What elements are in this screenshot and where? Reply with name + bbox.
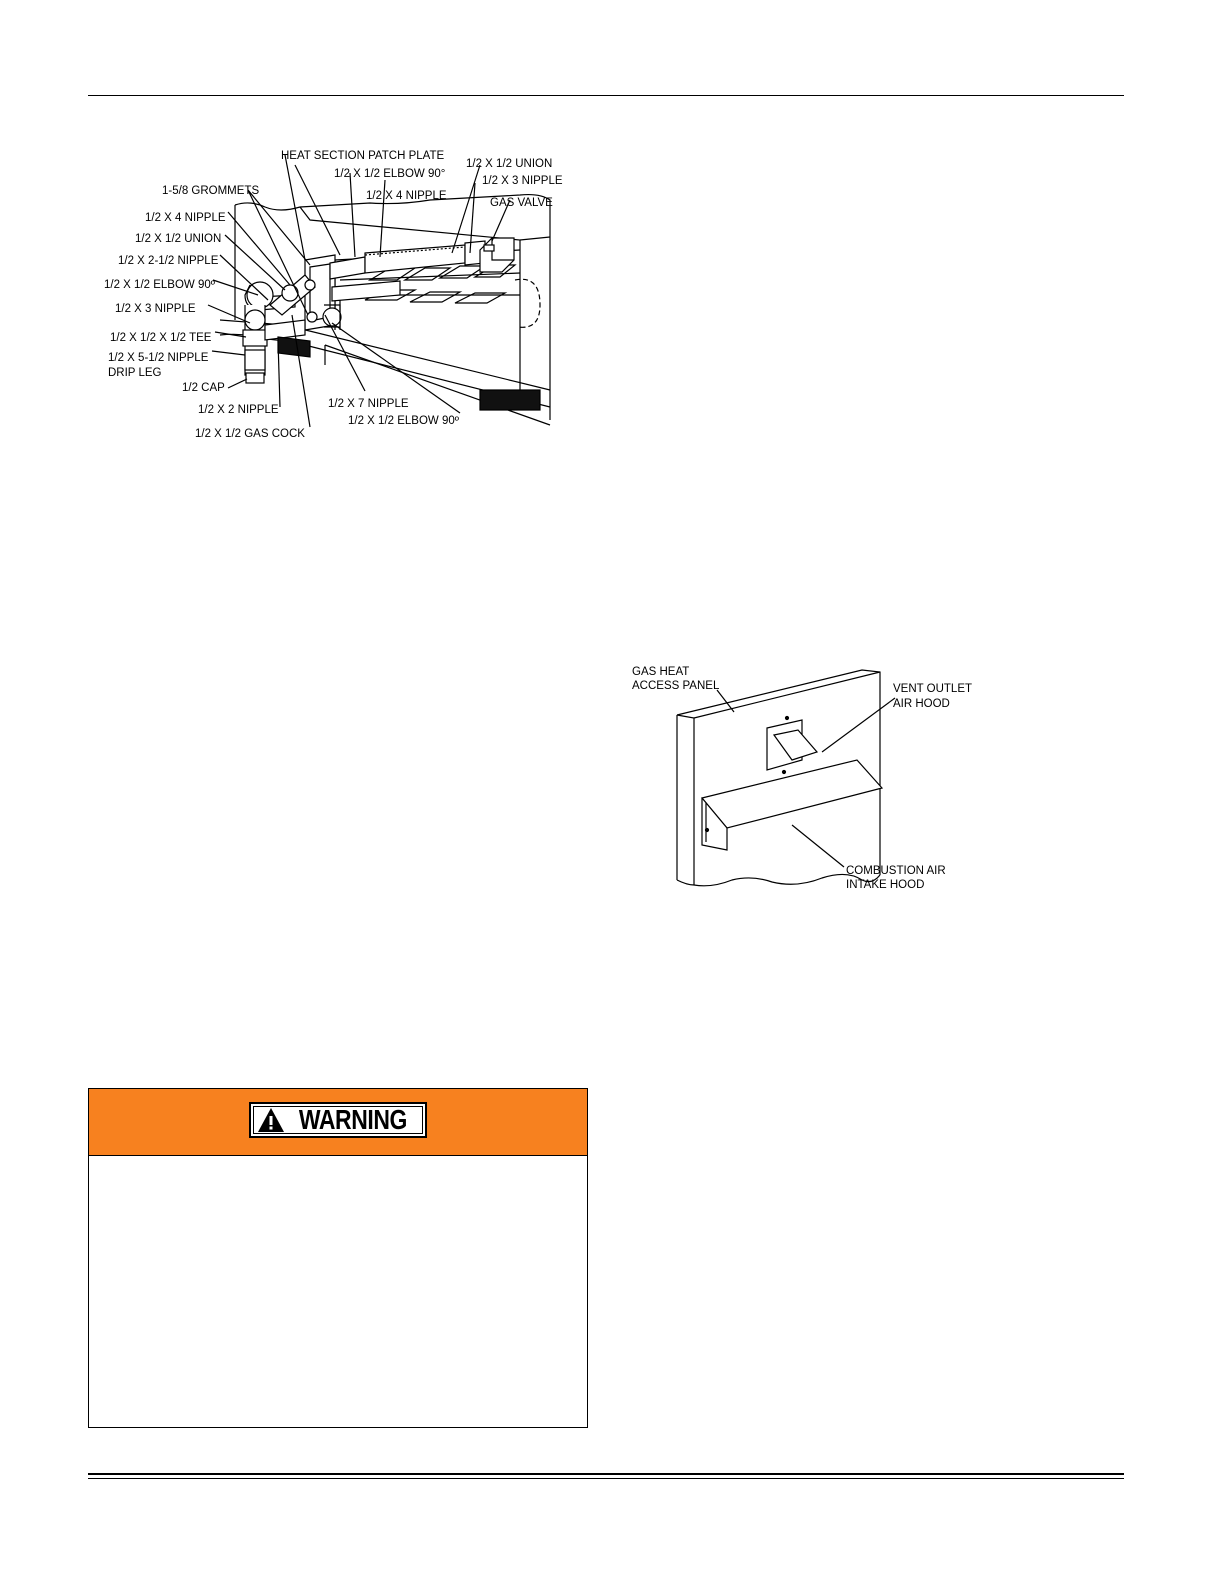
label-nipple-3-left: 1/2 X 3 NIPPLE [115,303,196,315]
label-nipple-3-top: 1/2 X 3 NIPPLE [482,175,563,187]
footer-rule-thin [88,1478,1124,1479]
hoods-figure [622,660,987,905]
label-heat-section-patch-plate: HEAT SECTION PATCH PLATE [281,150,445,162]
warning-header [89,1089,587,1156]
label-drip-leg: DRIP LEG [108,367,162,379]
warning-box [88,1088,588,1428]
label-nipple-2: 1/2 X 2 NIPPLE [198,404,279,416]
header-rule [88,95,1124,96]
label-intake-hood: INTAKE HOOD [846,879,925,891]
warning-label: WARNING [298,1104,408,1135]
label-elbow-left: 1/2 X 1/2 ELBOW 90º [104,279,215,291]
warning-badge [249,1102,427,1138]
label-gas-valve: GAS VALVE [490,197,553,209]
warning-triangle-icon [257,1107,285,1133]
label-combustion-air: COMBUSTION AIR [846,865,946,877]
label-gas-cock: 1/2 X 1/2 GAS COCK [195,428,305,440]
label-vent-outlet: VENT OUTLET [893,683,973,695]
label-nipple-2-5: 1/2 X 2-1/2 NIPPLE [118,255,219,267]
label-elbow-top: 1/2 X 1/2 ELBOW 90° [334,168,446,180]
label-union-left: 1/2 X 1/2 UNION [135,233,222,245]
label-tee: 1/2 X 1/2 X 1/2 TEE [110,332,212,344]
label-nipple-7: 1/2 X 7 NIPPLE [328,398,409,410]
label-air-hood: AIR HOOD [893,698,950,710]
label-grommets: 1-5/8 GROMMETS [162,185,260,197]
gas-piping-figure [100,145,580,455]
footer-rule-thick [88,1473,1124,1475]
label-union-top: 1/2 X 1/2 UNION [466,158,553,170]
label-elbow-bottom: 1/2 X 1/2 ELBOW 90º [348,415,459,427]
label-nipple-4-top: 1/2 X 4 NIPPLE [366,190,447,202]
label-nipple-5-5: 1/2 X 5-1/2 NIPPLE [108,352,209,364]
label-nipple-4-left: 1/2 X 4 NIPPLE [145,212,226,224]
label-cap: 1/2 CAP [182,382,225,394]
label-access-panel: ACCESS PANEL [632,680,720,692]
label-gas-heat: GAS HEAT [632,666,690,678]
